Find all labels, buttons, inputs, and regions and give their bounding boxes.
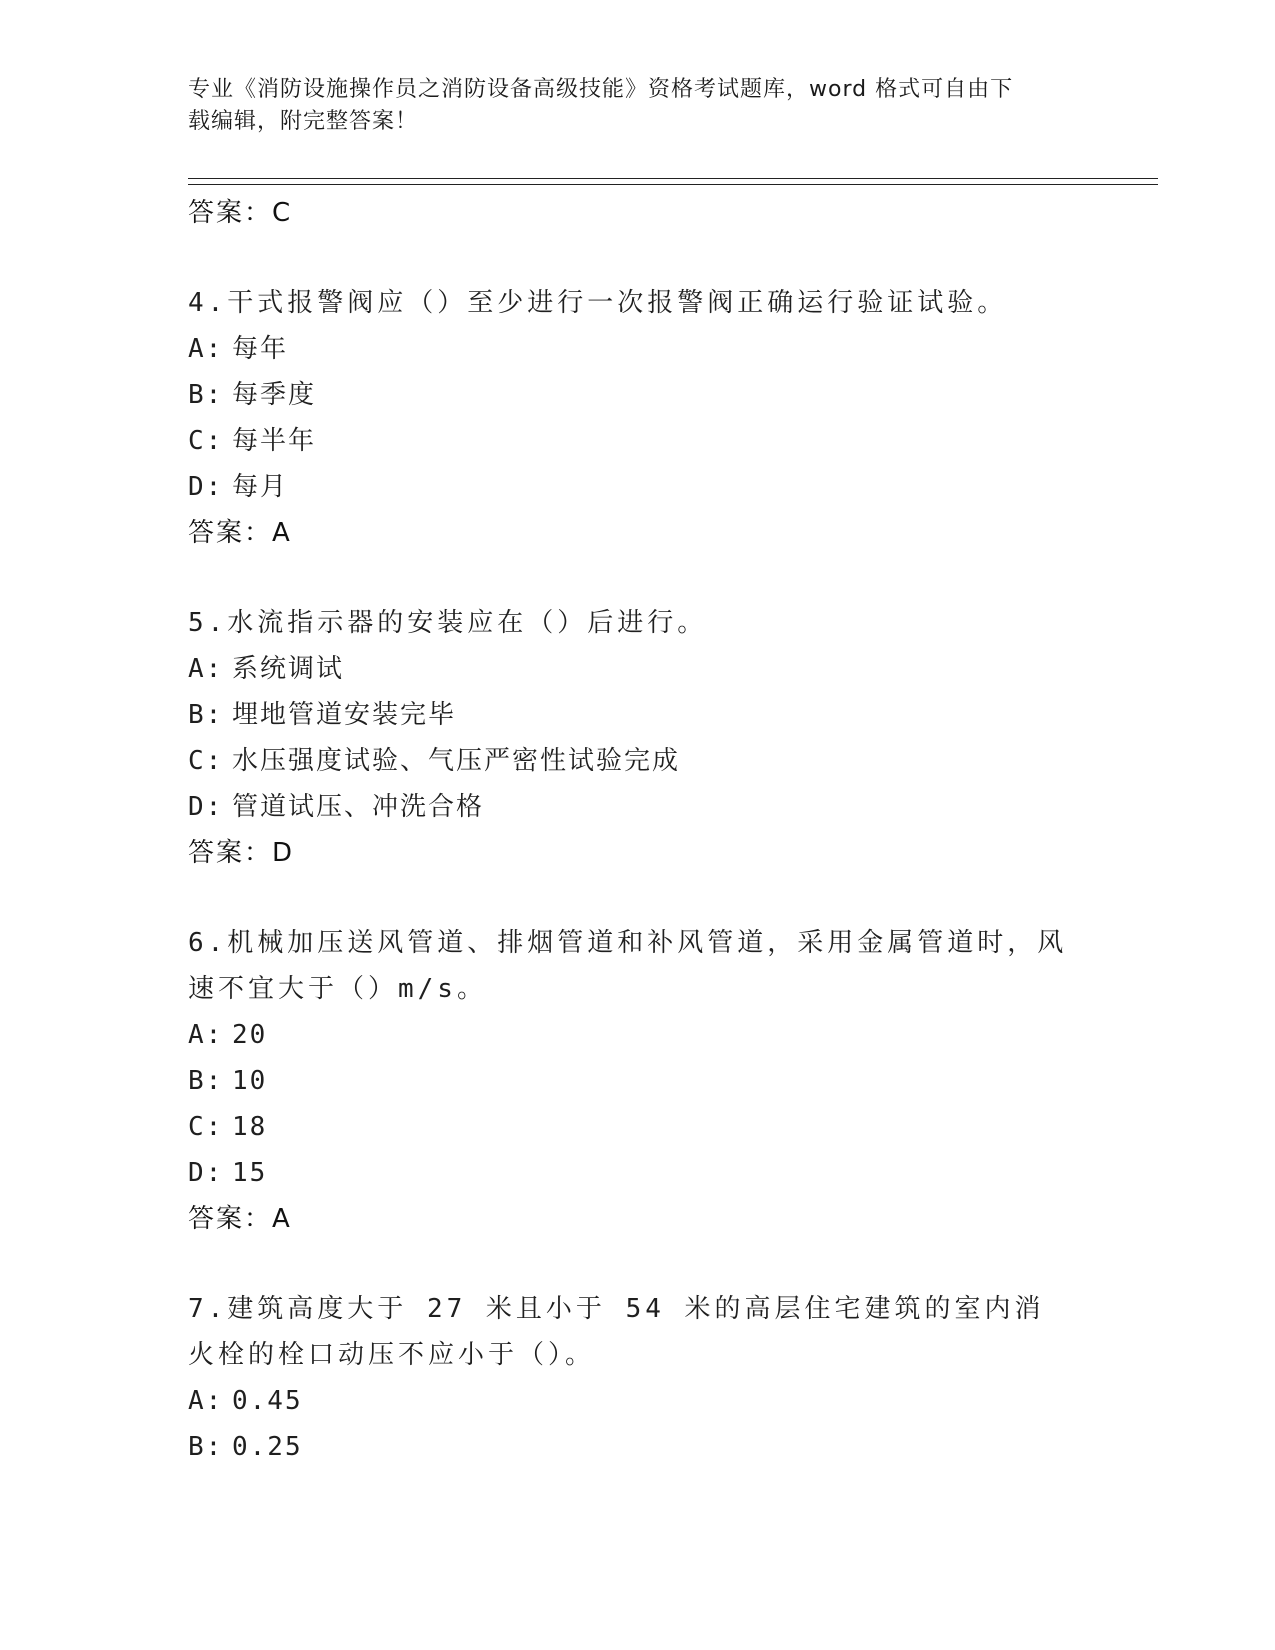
option-b <box>188 372 1088 418</box>
option-letter: B: <box>188 380 224 410</box>
answer-label: 答案： <box>188 838 273 868</box>
option-d <box>188 784 1088 830</box>
answer-label: 答案： <box>188 198 273 228</box>
option-a <box>188 326 1088 372</box>
option-text: 每月 <box>232 472 289 502</box>
option-d <box>188 1150 1088 1196</box>
question-6 <box>188 920 1088 1242</box>
option-d <box>188 464 1088 510</box>
answer-line <box>188 190 1088 236</box>
question-7 <box>188 1286 1088 1470</box>
header-rule-bottom <box>188 184 1158 185</box>
option-letter: C: <box>188 746 224 776</box>
answer-label: 答案： <box>188 518 273 548</box>
question-text: 7.建筑高度大于 27 米且小于 54 米的高层住宅建筑的室内消火栓的栓口动压不应小于（）。 <box>188 1294 1045 1370</box>
option-a <box>188 1378 1088 1424</box>
question-text: 5.水流指示器的安装应在（）后进行。 <box>188 608 708 638</box>
option-text: 15 <box>232 1158 268 1188</box>
option-b <box>188 1058 1088 1104</box>
answer-label: 答案： <box>188 1204 273 1234</box>
option-letter: D: <box>188 792 224 822</box>
option-a <box>188 646 1088 692</box>
option-b <box>188 692 1088 738</box>
question-list <box>188 190 1088 1470</box>
header-note <box>188 74 1088 138</box>
header-note-line-1: 专业《消防设施操作员之消防设备高级技能》资格考试题库，word 格式可自由下 <box>188 77 1014 102</box>
answer-value: A <box>272 518 292 548</box>
option-letter: B: <box>188 700 224 730</box>
option-text: 每半年 <box>232 426 317 456</box>
option-text: 18 <box>232 1112 268 1142</box>
answer-value: A <box>272 1204 292 1234</box>
option-text: 埋地管道安装完毕 <box>232 700 457 730</box>
answer-line <box>188 510 1088 556</box>
option-letter: D: <box>188 1158 224 1188</box>
option-text: 水压强度试验、气压严密性试验完成 <box>232 746 681 776</box>
option-c <box>188 738 1088 784</box>
answer-value: C <box>272 198 293 228</box>
option-letter: C: <box>188 1112 224 1142</box>
option-text: 0.25 <box>232 1432 303 1462</box>
answer-line <box>188 1196 1088 1242</box>
option-text: 管道试压、冲洗合格 <box>232 792 485 822</box>
option-text: 10 <box>232 1066 268 1096</box>
header-rule-top <box>188 178 1158 179</box>
question-5 <box>188 600 1088 876</box>
option-text: 0.45 <box>232 1386 303 1416</box>
option-letter: B: <box>188 1066 224 1096</box>
answer-line <box>188 830 1088 876</box>
option-letter: A: <box>188 334 224 364</box>
question-text: 4.干式报警阀应（）至少进行一次报警阀正确运行验证试验。 <box>188 288 1008 318</box>
option-a <box>188 1012 1088 1058</box>
option-text: 20 <box>232 1020 268 1050</box>
option-b <box>188 1424 1088 1470</box>
question-text: 6.机械加压送风管道、排烟管道和补风管道，采用金属管道时，风速不宜大于（）m/s。 <box>188 928 1068 1004</box>
option-c <box>188 1104 1088 1150</box>
answer-value: D <box>272 838 295 868</box>
option-letter: D: <box>188 472 224 502</box>
option-text: 每季度 <box>232 380 317 410</box>
option-text: 系统调试 <box>232 654 345 684</box>
option-text: 每年 <box>232 334 289 364</box>
option-letter: A: <box>188 1020 224 1050</box>
option-letter: B: <box>188 1432 224 1462</box>
header-note-line-2: 载编辑，附完整答案！ <box>188 109 419 134</box>
question-4 <box>188 280 1088 556</box>
option-c <box>188 418 1088 464</box>
option-letter: A: <box>188 654 224 684</box>
option-letter: A: <box>188 1386 224 1416</box>
option-letter: C: <box>188 426 224 456</box>
